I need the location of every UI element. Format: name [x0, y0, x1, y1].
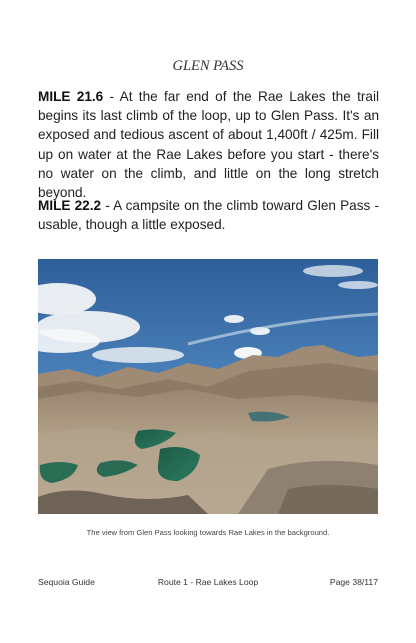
mile-entry-21-6: [38, 87, 379, 202]
footer-guide-name: Sequoia Guide: [38, 577, 95, 587]
mile-entry-22-2: [38, 196, 379, 234]
mile-description: - A campsite on the climb toward Glen Pass - usable, though a little exposed.: [38, 198, 379, 233]
glen-pass-photo: [38, 259, 378, 514]
footer-route-name: Route 1 - Rae Lakes Loop: [157, 577, 259, 587]
mile-description: - At the far end of the Rae Lakes the trail begins its last climb of the loop, up to Glen Pass. It's an exposed and tedious ascent of about 1,400ft / 425m. Fill up on water at the Rae Lakes before you start - there's no water on the climb, and little on the long stretch beyond.: [38, 89, 379, 201]
mile-label: MILE 22.2: [38, 198, 102, 213]
section-title: GLEN PASS: [172, 58, 244, 74]
photo-caption: The view from Glen Pass looking towards Rae Lakes in the background.: [86, 528, 330, 537]
footer-page-number: Page 38/117: [329, 577, 378, 587]
mile-label: MILE 21.6: [38, 89, 104, 104]
